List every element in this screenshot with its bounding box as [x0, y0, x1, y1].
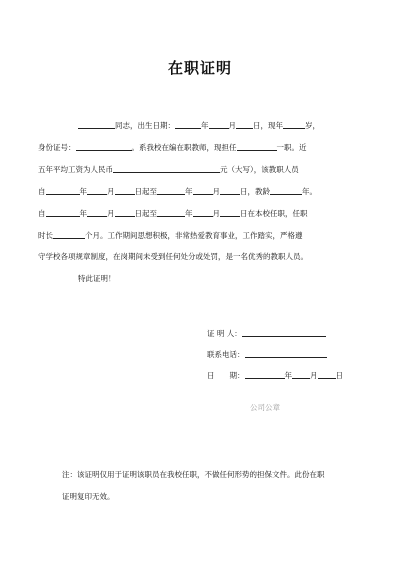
text-duration: 时长	[38, 231, 53, 240]
text-year: 年	[79, 187, 87, 196]
text-day-until: 日起至	[134, 187, 157, 196]
date-label: 日 期：	[207, 371, 245, 380]
text-years-old: 岁，	[305, 121, 320, 130]
employment-end-day-blank[interactable]	[220, 208, 240, 217]
text-year-end: 年。	[302, 187, 317, 196]
body-line-8	[78, 274, 116, 284]
id-number-blank[interactable]	[76, 142, 132, 151]
text-month: 月	[228, 121, 236, 130]
employment-end-year-blank[interactable]	[157, 208, 185, 217]
teaching-end-year-blank[interactable]	[157, 186, 185, 195]
text-salary-intro: 五年平均工资为人民币	[38, 165, 113, 174]
note-line-1: 注：该证明仅用于证明该职员在我校任职，不做任何形势的担保文件。此份在职	[62, 470, 325, 479]
note-line-2: 证明复印无效。	[62, 492, 115, 501]
birth-month-blank[interactable]	[209, 120, 229, 129]
employment-start-month-blank[interactable]	[87, 208, 107, 217]
certifier-row	[207, 328, 326, 339]
phone-row	[207, 349, 327, 360]
body-line-6	[38, 230, 303, 241]
certifier-label: 证 明 人：	[207, 329, 242, 338]
date-day-blank[interactable]	[318, 370, 336, 379]
text-year: 年	[79, 209, 87, 218]
text-from: 自	[38, 209, 46, 218]
text-hereby-certified: 特此证明！	[78, 274, 116, 283]
duration-months-blank[interactable]	[53, 230, 85, 239]
text-day-age: 日，现年	[253, 121, 283, 130]
phone-blank[interactable]	[245, 349, 327, 358]
employment-start-year-blank[interactable]	[46, 208, 80, 217]
company-seal-placeholder: 公司公章	[250, 403, 280, 412]
body-line-2	[38, 142, 307, 153]
body-line-7	[38, 252, 308, 262]
text-month: 月	[107, 187, 115, 196]
teaching-end-day-blank[interactable]	[220, 186, 240, 195]
employment-start-day-blank[interactable]	[115, 208, 135, 217]
certifier-blank[interactable]	[242, 328, 326, 337]
teaching-end-month-blank[interactable]	[193, 186, 213, 195]
text-month: 月	[212, 187, 220, 196]
text-position-suffix: 一职。近	[276, 143, 307, 152]
text-month: 月	[310, 371, 318, 380]
position-blank[interactable]	[237, 142, 277, 151]
text-position-intro: 。系我校在编在职教师，现担任	[131, 143, 237, 152]
body-line-3	[38, 164, 299, 175]
birth-year-blank[interactable]	[175, 120, 201, 129]
teaching-start-month-blank[interactable]	[87, 186, 107, 195]
date-year-blank[interactable]	[245, 370, 285, 379]
text-comrade-dob: 同志，出生日期：	[115, 121, 175, 130]
text-year: 年	[185, 209, 193, 218]
text-month: 月	[212, 209, 220, 218]
text-conduct: 守学校各项规章制度，在岗期间未受到任何处分或处罚，是一名优秀的教职人员。	[38, 252, 308, 261]
salary-blank[interactable]	[113, 164, 220, 173]
text-salary-suffix: 元（大写），该教职人员	[220, 165, 299, 174]
text-day-until: 日起至	[134, 209, 157, 218]
teaching-start-day-blank[interactable]	[115, 186, 135, 195]
text-month: 月	[107, 209, 115, 218]
age-blank[interactable]	[283, 120, 305, 129]
text-from: 自	[38, 187, 46, 196]
text-id-number: 身份证号：	[38, 143, 76, 152]
teaching-years-blank[interactable]	[270, 186, 302, 195]
body-line-5	[38, 208, 308, 219]
date-month-blank[interactable]	[292, 370, 310, 379]
name-blank[interactable]	[78, 120, 115, 129]
text-year: 年	[201, 121, 209, 130]
teaching-start-year-blank[interactable]	[46, 186, 80, 195]
body-line-1	[78, 120, 320, 131]
text-day: 日	[335, 371, 343, 380]
phone-label: 联系电话：	[207, 350, 245, 359]
text-year: 年	[185, 187, 193, 196]
text-employed-here: 日在本校任职，任职	[240, 209, 308, 218]
document-title: 在职证明	[167, 59, 232, 77]
text-teaching-age: 日，教龄	[240, 187, 270, 196]
date-row	[207, 370, 343, 381]
body-line-4	[38, 186, 317, 197]
text-performance: 个月。工作期间思想积极，非常热爱教育事业，工作踏实，严格遵	[85, 231, 303, 240]
birth-day-blank[interactable]	[236, 120, 253, 129]
text-year: 年	[284, 371, 292, 380]
employment-end-month-blank[interactable]	[193, 208, 213, 217]
